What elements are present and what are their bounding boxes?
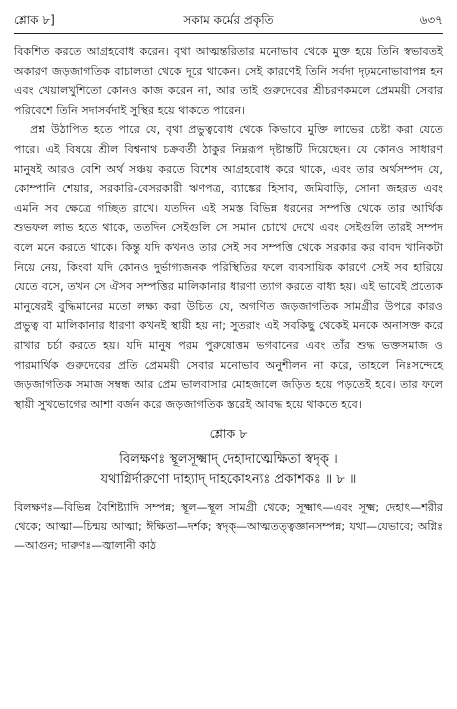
page-number: ৬৩৭ [419,13,443,27]
running-header [14,10,443,32]
word-synonyms: বিলক্ষণঃ—বিভিন্ন বৈশিষ্ট্যাদি সম্পন্ন; স্থূল—স্থূল সামগ্রী থেকে; সূক্ষ্মাৎ—এবং সূক্ষ্ম; দেহাৎ—শরীর থেকে; আত্মা—চিন্ময় আত্মা; ঈক্ষিতা—দর্শক; স্বদৃক্—আত্মতত্ত্বজ্ঞানসম্পন্ন; যথা—যেভাবে; অগ্নিঃ—আগুন; দারুণঃ—জ্বালানী কাঠ [14,501,443,553]
verse-line-1: বিলক্ষণঃ স্থূলসূক্ষ্মাদ্ দেহাদাত্মেক্ষিতা স্বদৃক্ । [119,452,338,468]
paragraph-1: বিকশিত করতে আগ্রহবোধ করেন। বৃথা আত্মন্তরিতার মনোভাব থেকে মুক্ত হয়ে তিনি স্বভাবতই অকারণ জড়জাগতিক বাচালতা থেকে দূরে থাকেন। সেই কারণেই তিনি সর্বদা দৃঢ়মনোভাবাপন্ন হন এবং খেয়ালখুশিতো কোনও কাজ করেন না, আর তাই গুরুদেবের শ্রীচরণকমলে প্রেমময়ী সেবার পরিবেশে তিনি সদাসর্বদাই সুস্থির হয়ে থাকতে পারেন। [14,45,443,117]
sloka-verse [14,450,443,490]
sloka-heading: শ্লোক ৮ [209,426,248,442]
paragraph-2: প্রশ্ন উঠাপিত হতে পারে যে, বৃথা প্রভুত্ববোধ থেকে কিভাবে মুক্তি লাভের চেষ্টা করা যেতে পারে। এই বিষয়ে শ্রীল বিশ্বনাথ চক্রবর্তী ঠাকুর নিম্নরূপ দৃষ্টান্তটি দিয়েছেন। যে কোনও সাধারণ মানুষই আরও বেশি অর্থ সঞ্চয় করতে বিশেষ আগ্রহবোধ করে থাকে, এবং তার অর্থসম্পদ যে, কোম্পানি শেয়ার, সরকারি-বেসরকারী ঋণপত্র, ব্যাঙ্কের হিসাব, জমিবাড়ি, সোনা জহরত এবং এমনি সব ক্ষেত্রে গচ্ছিত রাখে। যতদিন এই সমস্ত বিভিন্ন ধরনের সম্পত্তি থেকে তার আর্থিক শুভফল লাভ হতে থাকে, ততদিন সেইগুলি সে সমান চোখে দেখে এবং সেইগুলি তারই সম্পদ বলে মনে করতে থাকে। কিন্তু যদি কখনও তার সেই সব সম্পত্তি থেকে সরকার কর বাবদ খানিকটা নিয়ে নেয়, কিংবা যদি কোনও দুর্ভাগ্যজনক পরিস্থিতির ফলে ব্যবসায়িক কারণে সেই সব হারিয়ে যেতে বসে, তখন সে ঐসব সম্পত্তির মালিকানার ধারণা ত্যাগ করতে বাধ্য হয়। এই ভাবেই প্রত্যেক মানুষেরই বুদ্ধিমানের মতো লক্ষ্য করা উচিত যে, অগণিত জড়জাগতিক সামগ্রীর উপরে কারও প্রভুত্ব বা মালিকানার ধারণা কখনই স্থায়ী হয় না; সুতরাং এই সবকিছু থেকেই মনকে অনাসক্ত করে রাখার চর্চা করতে হয়। যদি মানুষ পরম পুরুষোত্তম ভগবানের এবং তাঁর শুদ্ধ ভক্তসমাজ ও পারমার্থিক গুরুদেবের প্রতি প্রেমময়ী সেবার মনোভাব অনুশীলন না করে, তাহলে নিঃসন্দেহে জড়জাগতিক সমাজ সম্বন্ধ আর প্রেম ভালবাসার মোহজালে জড়িত হয়ে পড়তেই হবে। তার ফলে স্থায়ী সুখভোগের আশা বর্জন করে জড়জাগতিক স্তরেই আবদ্ধ হয়ে থাকতে হবে। [14,123,443,411]
header-rule [14,33,443,34]
verse-line-2: যথাগ্নির্দারুণো দাহ্যাদ্ দাহকোঽন্যঃ প্রকাশকঃ ॥ ৮ ॥ [100,472,357,488]
header-chapter-title: সকাম কর্মের প্রকৃতি [183,13,274,27]
header-verse-ref: শ্লোক ৮] [14,13,55,27]
